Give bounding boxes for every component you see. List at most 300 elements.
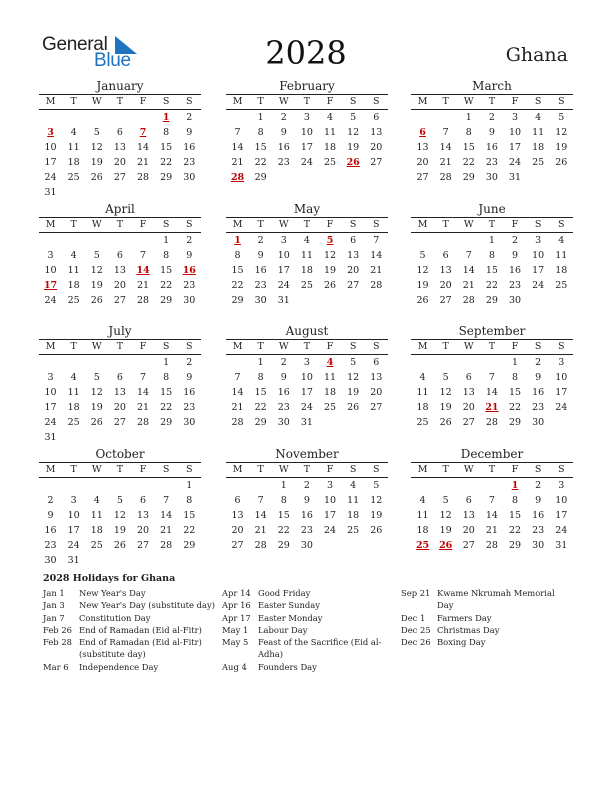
day-cell: 14	[160, 510, 173, 521]
day-cell: 31	[67, 555, 80, 566]
empty-cell	[226, 110, 249, 125]
day-cell: 13	[137, 510, 150, 521]
day-cell: 11	[67, 142, 80, 153]
day-cell: 15	[160, 387, 173, 398]
weekday-label: F	[326, 219, 334, 230]
day-cell: 11	[67, 265, 80, 276]
day-cell: 14	[231, 142, 244, 153]
holiday-day-cell: 3	[47, 127, 54, 138]
day-cell: 22	[254, 402, 267, 413]
day-cell: 17	[277, 265, 290, 276]
holiday-name: Easter Sunday	[258, 600, 321, 611]
day-cell: 17	[509, 142, 522, 153]
day-cell: 3	[535, 235, 542, 246]
weekday-label: F	[139, 219, 147, 230]
day-cell: 26	[90, 172, 103, 183]
day-cell: 6	[442, 250, 449, 261]
day-cell: 23	[183, 157, 196, 168]
day-cell: 24	[44, 417, 57, 428]
day-grid	[411, 478, 573, 553]
day-cell: 13	[462, 387, 475, 398]
month-name: May	[293, 202, 321, 216]
day-cell: 8	[465, 127, 472, 138]
holiday-day-cell: 26	[346, 157, 360, 168]
day-cell: 9	[257, 250, 264, 261]
weekday-header	[226, 463, 388, 477]
day-cell: 21	[231, 157, 244, 168]
month-october	[39, 447, 201, 568]
holiday-name: End of Ramadan (Eid al-Fitr) (substitute day)	[79, 637, 202, 660]
day-cell: 11	[416, 510, 429, 521]
day-cell: 20	[113, 280, 126, 291]
day-cell: 8	[512, 495, 519, 506]
day-cell: 27	[113, 295, 126, 306]
day-cell: 17	[300, 142, 313, 153]
day-cell: 10	[555, 372, 568, 383]
weekday-label: S	[349, 464, 357, 475]
day-cell: 10	[532, 250, 545, 261]
weekday-label: S	[558, 96, 565, 107]
month-name: November	[275, 447, 339, 461]
weekday-label: T	[303, 219, 311, 230]
day-cell: 14	[485, 387, 498, 398]
day-cell: 12	[90, 265, 103, 276]
day-cell: 14	[370, 250, 383, 261]
day-cell: 4	[558, 235, 565, 246]
day-cell: 8	[280, 495, 287, 506]
empty-cell	[62, 233, 85, 248]
day-cell: 1	[280, 480, 287, 491]
weekday-header	[411, 463, 573, 477]
day-cell: 23	[532, 402, 545, 413]
day-cell: 29	[254, 417, 267, 428]
day-cell: 10	[509, 127, 522, 138]
weekday-label: T	[488, 341, 496, 352]
weekday-label: T	[70, 464, 77, 475]
weekday-label: T	[442, 219, 449, 230]
day-cell: 23	[277, 157, 290, 168]
day-cell: 17	[300, 387, 313, 398]
day-cell: 24	[67, 540, 80, 551]
weekday-label: T	[303, 464, 311, 475]
weekday-label: M	[45, 96, 56, 107]
day-cell: 6	[140, 495, 147, 506]
day-cell: 7	[488, 372, 495, 383]
day-cell: 8	[163, 372, 170, 383]
day-cell: 25	[347, 525, 360, 536]
holiday-item	[401, 587, 571, 612]
holiday-name: Boxing Day	[437, 637, 486, 648]
day-cell: 19	[370, 510, 383, 521]
empty-cell	[108, 233, 131, 248]
day-cell: 9	[535, 372, 542, 383]
day-cell: 8	[257, 372, 264, 383]
weekday-label: W	[278, 219, 289, 230]
day-cell: 12	[113, 510, 126, 521]
day-cell: 4	[419, 372, 426, 383]
day-cell: 17	[532, 265, 545, 276]
empty-cell	[132, 478, 155, 493]
day-grid	[39, 110, 201, 200]
day-cell: 20	[462, 525, 475, 536]
day-cell: 31	[509, 172, 522, 183]
day-cell: 23	[44, 540, 57, 551]
holiday-date: Feb 28	[43, 637, 72, 648]
weekday-header	[411, 95, 573, 109]
holiday-day-cell: 21	[485, 402, 499, 413]
day-cell: 16	[183, 387, 196, 398]
day-cell: 20	[416, 157, 429, 168]
empty-cell	[85, 110, 108, 125]
weekday-label: T	[257, 341, 264, 352]
day-cell: 18	[67, 157, 80, 168]
day-cell: 15	[277, 510, 290, 521]
day-cell: 6	[373, 112, 380, 123]
holiday-day-cell: 7	[139, 127, 147, 138]
day-cell: 2	[257, 235, 264, 246]
month-name: April	[105, 202, 135, 216]
day-cell: 27	[439, 295, 452, 306]
day-cell: 5	[350, 357, 357, 368]
day-cell: 9	[488, 127, 495, 138]
weekday-label: S	[373, 464, 380, 475]
day-cell: 6	[116, 250, 123, 261]
month-name: February	[279, 79, 335, 93]
day-cell: 2	[488, 112, 495, 123]
weekday-label: F	[139, 96, 147, 107]
day-cell: 9	[303, 495, 310, 506]
day-cell: 12	[416, 265, 429, 276]
day-cell: 22	[183, 525, 196, 536]
logo-blue-text: Blue	[94, 50, 131, 71]
day-cell: 11	[324, 127, 337, 138]
day-cell: 13	[416, 142, 429, 153]
day-cell: 20	[137, 525, 150, 536]
weekday-label: S	[558, 464, 565, 475]
weekday-label: T	[488, 464, 496, 475]
holiday-day-cell: 17	[43, 280, 58, 291]
day-cell: 22	[462, 157, 475, 168]
day-cell: 7	[488, 495, 495, 506]
day-cell: 18	[416, 525, 429, 536]
empty-cell	[39, 355, 62, 370]
day-cell: 11	[90, 510, 103, 521]
weekday-label: S	[162, 464, 170, 475]
empty-cell	[132, 355, 155, 370]
day-cell: 19	[90, 402, 103, 413]
day-cell: 26	[370, 525, 383, 536]
empty-cell	[132, 110, 155, 125]
month-name: July	[108, 324, 132, 338]
day-cell: 25	[300, 280, 313, 291]
day-cell: 25	[67, 172, 80, 183]
day-cell: 18	[347, 510, 360, 521]
day-cell: 17	[44, 402, 57, 413]
holiday-date: May 5	[222, 637, 249, 648]
day-cell: 6	[350, 235, 357, 246]
day-cell: 18	[555, 265, 568, 276]
weekday-header	[226, 218, 388, 232]
weekday-label: W	[278, 464, 289, 475]
holiday-item	[222, 624, 394, 636]
day-cell: 5	[442, 372, 449, 383]
weekday-label: T	[442, 96, 449, 107]
day-cell: 18	[324, 142, 337, 153]
weekday-label: S	[162, 341, 170, 352]
day-cell: 12	[347, 127, 360, 138]
day-cell: 27	[113, 172, 126, 183]
weekday-label: S	[162, 219, 170, 230]
day-cell: 13	[113, 142, 126, 153]
day-cell: 27	[416, 172, 429, 183]
day-cell: 26	[347, 402, 360, 413]
weekday-label: F	[511, 219, 519, 230]
day-cell: 19	[439, 525, 452, 536]
day-cell: 6	[234, 495, 241, 506]
day-cell: 24	[555, 525, 568, 536]
day-cell: 12	[439, 510, 452, 521]
weekday-label: M	[45, 219, 56, 230]
day-cell: 12	[439, 387, 452, 398]
empty-cell	[155, 478, 178, 493]
day-cell: 28	[231, 417, 244, 428]
day-cell: 2	[280, 357, 287, 368]
weekday-label: S	[534, 96, 542, 107]
weekday-label: W	[463, 96, 474, 107]
day-cell: 21	[439, 157, 452, 168]
day-cell: 28	[485, 417, 498, 428]
day-cell: 15	[509, 510, 522, 521]
month-april	[39, 202, 201, 308]
holiday-day-cell: 1	[162, 112, 170, 123]
day-cell: 11	[416, 387, 429, 398]
day-cell: 14	[462, 265, 475, 276]
day-cell: 23	[300, 525, 313, 536]
empty-cell	[480, 355, 503, 370]
holiday-date: Dec 1	[401, 612, 426, 623]
day-cell: 2	[186, 112, 193, 123]
day-cell: 24	[555, 402, 568, 413]
day-cell: 19	[347, 387, 360, 398]
weekday-label: M	[417, 464, 428, 475]
month-name: August	[285, 324, 329, 338]
day-cell: 18	[90, 525, 103, 536]
weekday-label: T	[257, 219, 264, 230]
day-cell: 16	[485, 142, 498, 153]
day-cell: 23	[183, 280, 196, 291]
day-cell: 10	[300, 127, 313, 138]
holiday-day-cell: 28	[230, 172, 245, 183]
day-cell: 31	[277, 295, 290, 306]
holiday-item	[43, 612, 215, 624]
month-july	[39, 324, 201, 445]
day-cell: 25	[90, 540, 103, 551]
weekday-label: W	[91, 341, 102, 352]
day-cell: 23	[254, 280, 267, 291]
empty-cell	[411, 478, 434, 493]
day-cell: 5	[116, 495, 123, 506]
weekday-label: S	[162, 96, 170, 107]
weekday-label: S	[349, 219, 357, 230]
empty-cell	[457, 355, 480, 370]
day-cell: 29	[485, 295, 498, 306]
day-cell: 23	[532, 525, 545, 536]
holiday-date: Apr 17	[222, 612, 251, 623]
day-cell: 16	[277, 387, 290, 398]
holiday-item	[222, 636, 394, 661]
day-cell: 4	[303, 235, 310, 246]
weekday-label: F	[511, 464, 519, 475]
holiday-column	[43, 587, 215, 673]
day-cell: 24	[44, 172, 57, 183]
holiday-item	[43, 599, 215, 611]
weekday-label: F	[326, 464, 334, 475]
day-cell: 1	[512, 357, 519, 368]
day-cell: 13	[370, 372, 383, 383]
day-cell: 17	[67, 525, 80, 536]
day-grid	[226, 478, 388, 553]
day-cell: 30	[183, 172, 196, 183]
country-name: Ghana	[505, 44, 568, 66]
day-cell: 28	[462, 295, 475, 306]
empty-cell	[108, 355, 131, 370]
day-cell: 3	[558, 357, 565, 368]
day-grid	[226, 355, 388, 430]
holiday-date: Dec 26	[401, 637, 431, 648]
weekday-label: F	[139, 341, 147, 352]
day-cell: 4	[350, 480, 357, 491]
day-cell: 26	[555, 157, 568, 168]
weekday-label: T	[70, 219, 77, 230]
day-cell: 4	[535, 112, 542, 123]
day-grid	[39, 355, 201, 445]
day-cell: 10	[44, 142, 57, 153]
day-grid	[411, 110, 573, 185]
holiday-day-cell: 1	[234, 235, 241, 246]
day-cell: 29	[277, 540, 290, 551]
month-name: March	[472, 79, 512, 93]
day-cell: 29	[509, 417, 522, 428]
day-cell: 10	[67, 510, 80, 521]
day-cell: 20	[439, 280, 452, 291]
day-cell: 27	[462, 540, 475, 551]
empty-cell	[434, 110, 457, 125]
day-cell: 5	[350, 112, 357, 123]
day-cell: 23	[183, 402, 196, 413]
day-cell: 3	[47, 372, 54, 383]
day-cell: 9	[280, 372, 287, 383]
holiday-date: Dec 25	[401, 624, 431, 635]
weekday-label: F	[511, 96, 519, 107]
day-cell: 27	[370, 402, 383, 413]
holiday-date: Jan 1	[43, 588, 65, 598]
day-cell: 27	[347, 280, 360, 291]
day-cell: 11	[324, 372, 337, 383]
month-december	[411, 447, 573, 553]
day-cell: 13	[462, 510, 475, 521]
weekday-label: T	[303, 341, 311, 352]
day-cell: 22	[160, 157, 173, 168]
empty-cell	[434, 355, 457, 370]
weekday-label: T	[116, 341, 124, 352]
day-cell: 7	[465, 250, 472, 261]
holiday-date: Jan 7	[43, 612, 65, 623]
day-cell: 30	[277, 417, 290, 428]
day-cell: 21	[137, 402, 150, 413]
day-cell: 26	[90, 295, 103, 306]
empty-cell	[434, 478, 457, 493]
day-cell: 5	[558, 112, 565, 123]
weekday-label: T	[442, 464, 449, 475]
day-cell: 11	[67, 387, 80, 398]
day-cell: 8	[488, 250, 495, 261]
weekday-label: M	[417, 219, 428, 230]
holiday-name: Christmas Day	[437, 624, 500, 635]
day-cell: 8	[163, 250, 170, 261]
weekday-label: F	[511, 341, 519, 352]
month-september	[411, 324, 573, 430]
day-cell: 30	[485, 172, 498, 183]
day-cell: 25	[67, 417, 80, 428]
weekday-label: T	[70, 96, 77, 107]
day-cell: 1	[488, 235, 495, 246]
day-cell: 1	[163, 357, 170, 368]
holiday-item	[401, 624, 571, 636]
day-cell: 21	[231, 402, 244, 413]
empty-cell	[411, 355, 434, 370]
day-cell: 30	[509, 295, 522, 306]
day-cell: 26	[324, 280, 337, 291]
day-cell: 29	[183, 540, 196, 551]
day-cell: 27	[137, 540, 150, 551]
day-cell: 9	[186, 372, 193, 383]
day-cell: 28	[160, 540, 173, 551]
weekday-label: S	[186, 96, 193, 107]
weekday-label: W	[91, 219, 102, 230]
empty-cell	[411, 110, 434, 125]
day-cell: 24	[532, 280, 545, 291]
day-cell: 9	[280, 127, 287, 138]
day-cell: 22	[231, 280, 244, 291]
holiday-item	[222, 587, 394, 599]
day-cell: 27	[462, 417, 475, 428]
day-cell: 6	[116, 127, 123, 138]
day-cell: 30	[183, 417, 196, 428]
weekday-header	[226, 95, 388, 109]
day-cell: 15	[509, 387, 522, 398]
day-cell: 20	[231, 525, 244, 536]
day-cell: 12	[90, 387, 103, 398]
day-cell: 28	[254, 540, 267, 551]
holiday-name: Independence Day	[79, 661, 159, 672]
day-cell: 2	[535, 357, 542, 368]
day-cell: 2	[186, 235, 193, 246]
day-cell: 5	[373, 480, 380, 491]
weekday-label: W	[278, 96, 289, 107]
holiday-name: Easter Monday	[258, 612, 323, 623]
empty-cell	[62, 355, 85, 370]
holiday-column	[222, 587, 394, 673]
weekday-label: S	[558, 219, 565, 230]
day-cell: 13	[113, 387, 126, 398]
day-cell: 18	[532, 142, 545, 153]
day-cell: 19	[555, 142, 568, 153]
weekday-label: T	[488, 219, 496, 230]
day-cell: 3	[47, 250, 54, 261]
day-grid	[411, 233, 573, 308]
day-cell: 9	[47, 510, 54, 521]
day-cell: 10	[324, 495, 337, 506]
